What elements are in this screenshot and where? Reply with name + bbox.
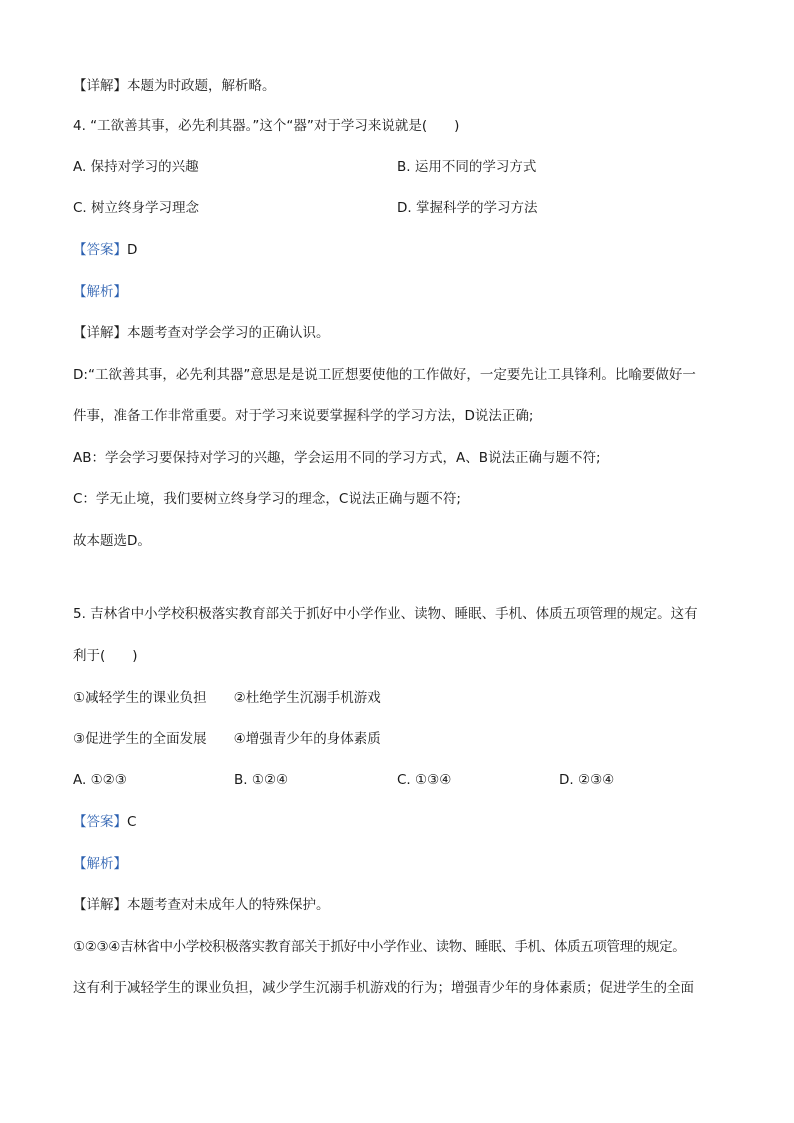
question-4-explanation-ab: AB：学会学习要保持对学习的兴趣，学会运用不同的学习方式，A、B说法正确与题不符;	[73, 450, 601, 466]
question-5-explanation-2: 这有利于减轻学生的课业负担，减少学生沉溺手机游戏的行为；增强青少年的身体素质；促进学生的全面	[73, 980, 694, 996]
question-5-statements-2: ③促进学生的全面发展 ④增强青少年的身体素质	[73, 731, 381, 747]
question-5-option-a: A. ①②③	[73, 772, 127, 788]
question-5-stem-1: 5. 吉林省中小学校积极落实教育部关于抓好中小学作业、读物、睡眠、手机、体质五项管理的规定。这有	[73, 606, 698, 622]
question-4-conclusion: 故本题选D。	[73, 533, 151, 549]
question-4-explanation-c: C：学无止境，我们要树立终身学习的理念，C说法正确与题不符;	[73, 491, 461, 507]
question-4-option-c: C. 树立终身学习理念	[73, 200, 200, 216]
question-5-option-d: D. ②③④	[559, 772, 615, 788]
question-4-stem: 4. “工欲善其事，必先利其器。”这个“器”对于学习来说就是( )	[73, 118, 460, 134]
answer-label: 【答案】	[73, 242, 127, 258]
question-4-option-b: B. 运用不同的学习方式	[397, 159, 537, 175]
question-4-analysis-label: 【解析】	[73, 284, 127, 300]
question-4-answer	[73, 240, 137, 260]
question-5-option-c: C. ①③④	[397, 772, 452, 788]
question-5-explanation-1: ①②③④吉林省中小学校积极落实教育部关于抓好中小学作业、读物、睡眠、手机、体质五项管理的规定。	[73, 939, 686, 955]
previous-detail-text: 【详解】本题为时政题，解析略。	[73, 78, 276, 94]
question-5-option-b: B. ①②④	[234, 772, 289, 788]
question-5-analysis-label: 【解析】	[73, 856, 127, 872]
answer-value: C	[127, 814, 137, 830]
question-4-option-a: A. 保持对学习的兴趣	[73, 159, 199, 175]
question-5-answer	[73, 812, 136, 832]
question-5-detail: 【详解】本题考查对未成年人的特殊保护。	[73, 897, 330, 913]
question-4-detail: 【详解】本题考查对学会学习的正确认识。	[73, 325, 330, 341]
answer-value: D	[127, 242, 138, 258]
question-5-statements-1: ①减轻学生的课业负担 ②杜绝学生沉溺手机游戏	[73, 690, 381, 706]
question-5-stem-2: 利于( )	[73, 648, 138, 664]
question-4-option-d: D. 掌握科学的学习方法	[397, 200, 538, 216]
question-4-explanation-d-1: D:“工欲善其事，必先利其器”意思是是说工匠想要使他的工作做好，一定要先让工具锋利。比喻要做好一	[73, 367, 696, 383]
question-4-explanation-d-2: 件事，准备工作非常重要。对于学习来说要掌握科学的学习方法，D说法正确;	[73, 408, 534, 424]
answer-label: 【答案】	[73, 814, 127, 830]
